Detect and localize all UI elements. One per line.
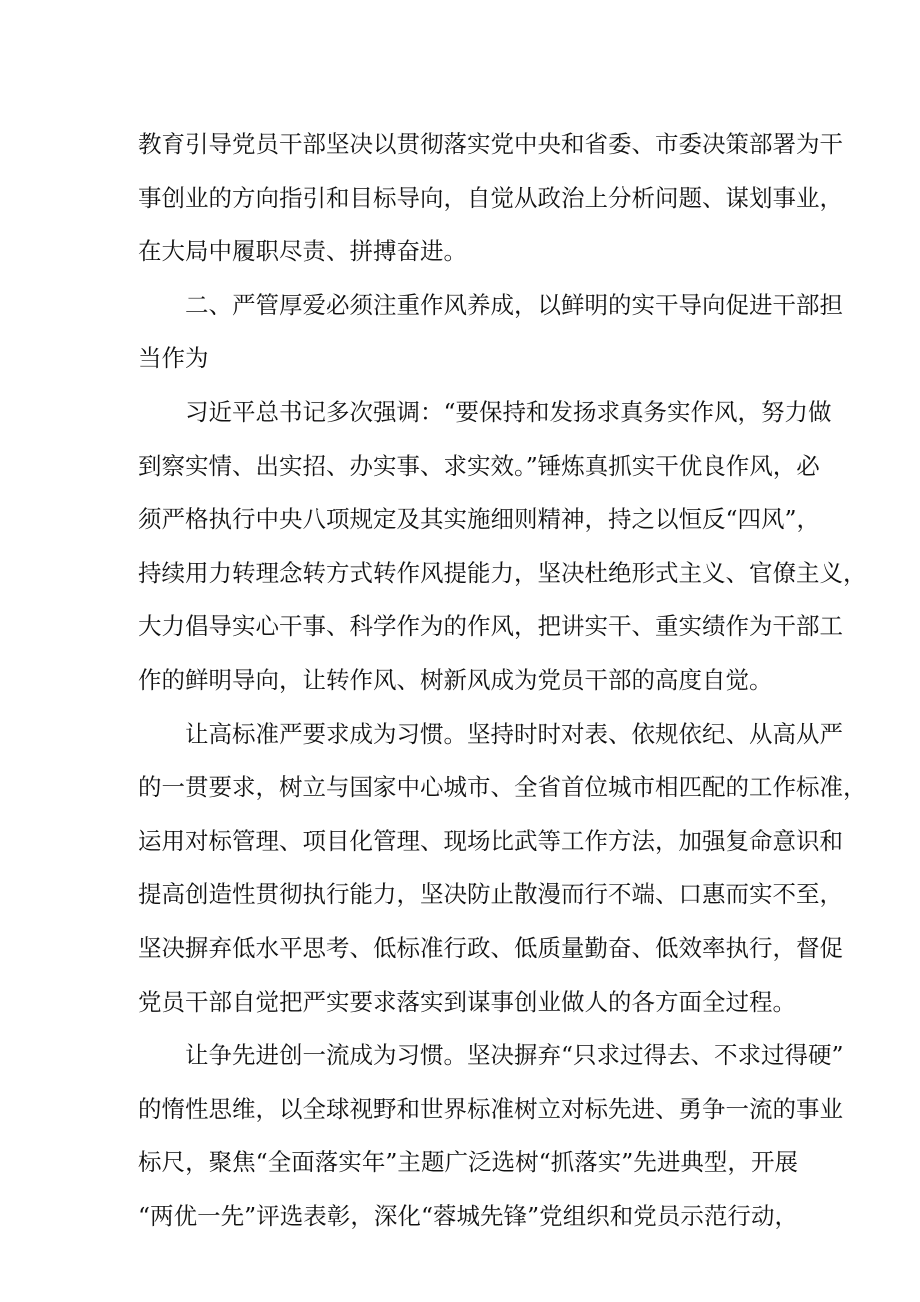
- text-line: 大力倡导实心干事、科学作为的作风，把讲实干、重实绩作为干部工: [138, 612, 843, 641]
- heading-line: 当作为: [138, 344, 209, 373]
- text-line: 的惰性思维，以全球视野和世界标准树立对标先进、勇争一流的事业: [138, 1094, 843, 1123]
- text-line: 事创业的方向指引和目标导向，自觉从政治上分析问题、谋划事业，: [138, 183, 843, 212]
- text-line: 让争先进创一流成为习惯。坚决摒弃“只求过得去、不求过得硬”: [185, 1041, 844, 1070]
- text-line: 党员干部自觉把严实要求落实到谋事创业做人的各方面全过程。: [138, 987, 796, 1016]
- paragraph-education-guidance: [138, 118, 843, 279]
- text-line: 教育引导党员干部坚决以贯彻落实党中央和省委、市委决策部署为干: [138, 130, 843, 158]
- paragraph-high-standards: [138, 708, 867, 1030]
- text-line: 在大局中履职尽责、拼搏奋进。: [138, 237, 467, 266]
- text-line: 习近平总书记多次强调：“要保持和发扬求真务实作风，努力做: [185, 397, 832, 426]
- text-line: 到察实情、出实招、办实事、求实效。”锤炼真抓实干优良作风，必: [138, 451, 820, 480]
- text-line: 让高标准严要求成为习惯。坚持时时对表、依规依纪、从高从严: [185, 719, 843, 748]
- text-line: 运用对标管理、项目化管理、现场比武等工作方法，加强复命意识和: [138, 826, 843, 855]
- text-line: 提高创造性贯彻执行能力，坚决防止散漫而行不端、口惠而实不至，: [138, 880, 843, 909]
- text-line: 标尺，聚焦“全面落实年”主题广泛选树“抓落实”先进典型，开展: [138, 1148, 798, 1177]
- paragraph-xi-quote: [138, 386, 867, 708]
- text-line: 的一贯要求，树立与国家中心城市、全省首位城市相匹配的工作标准，: [138, 773, 867, 802]
- text-line: 持续用力转理念转方式转作风提能力，坚决杜绝形式主义、官僚主义，: [138, 558, 867, 587]
- text-line: 须严格执行中央八项规定及其实施细则精神，持之以恒反“四风”，: [138, 505, 821, 534]
- document-body: [138, 118, 867, 1243]
- heading-line: 二、严管厚爱必须注重作风养成，以鲜明的实干导向促进干部担: [185, 290, 843, 319]
- section-heading-two: [138, 279, 843, 386]
- text-line: 作的鲜明导向，让转作风、树新风成为党员干部的高度自觉。: [138, 665, 773, 694]
- paragraph-strive-first-class: [138, 1029, 844, 1243]
- text-line: 坚决摒弃低水平思考、低标准行政、低质量勤奋、低效率执行，督促: [138, 933, 843, 962]
- text-line: “两优一先”评选表彰，深化“蓉城先锋”党组织和党员示范行动，: [138, 1201, 798, 1230]
